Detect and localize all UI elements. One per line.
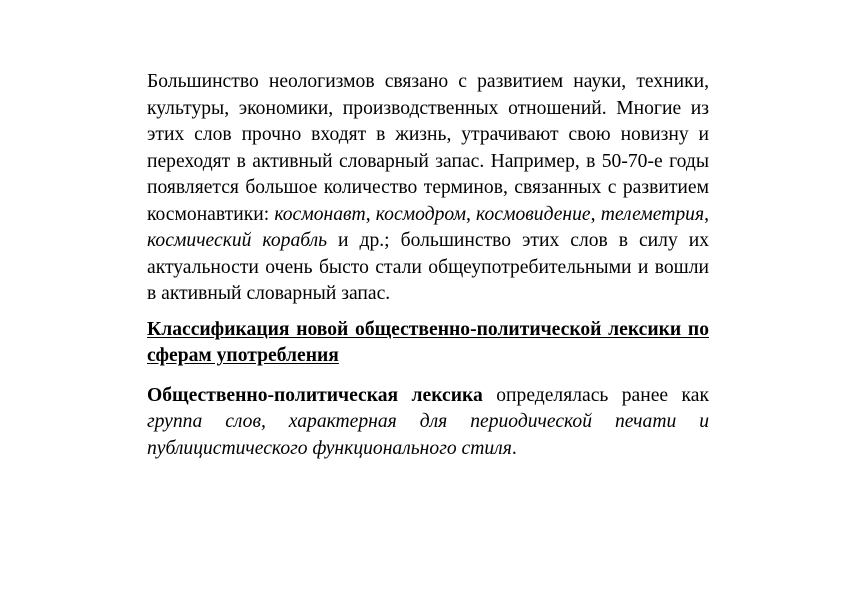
paragraph2-ending: . [511,437,517,459]
term-separator: , [365,203,376,225]
paragraph1-text-end: и др.; большинство этих слов в силу их актуальности очень бысто стали общеупотребительными и вошли в активный словарный запас. [147,230,709,304]
section-heading: Классификация новой общественно-политической лексики по сферам употребления [147,318,709,366]
term-cosmonaut: космонавт [274,203,366,225]
document-body [147,69,709,462]
term-spaceship: космический корабль [147,230,328,251]
term-cosmodrome: космодром [375,203,466,225]
definition-text: группа слов, характерная для периодической печати и публицистического функционального стиля [147,411,709,459]
term-cosmovision: космовидение [476,203,591,225]
paragraph2-text-middle: определялась ранее как [482,384,709,406]
term-telemetry: телеметрия [600,203,705,225]
defined-term: Общественно-политическая лексика [147,384,483,406]
paragraph1-text-start: Большинство неологизмов связано с развитием науки, техники, культуры, экономики, производственных отношений. Многие из этих слов прочно входят в жизнь, утрачивают свою новизну и переходят в активный словарный запас. Например, в 50-70-е годы появляется большое количество терминов, связанных с развитием космонавтики: [147,71,709,225]
term-separator: , [590,203,601,225]
paragraph-neologisms [147,69,709,308]
term-separator: , [704,203,709,225]
paragraph-definition [147,383,709,463]
term-separator: , [465,203,477,225]
